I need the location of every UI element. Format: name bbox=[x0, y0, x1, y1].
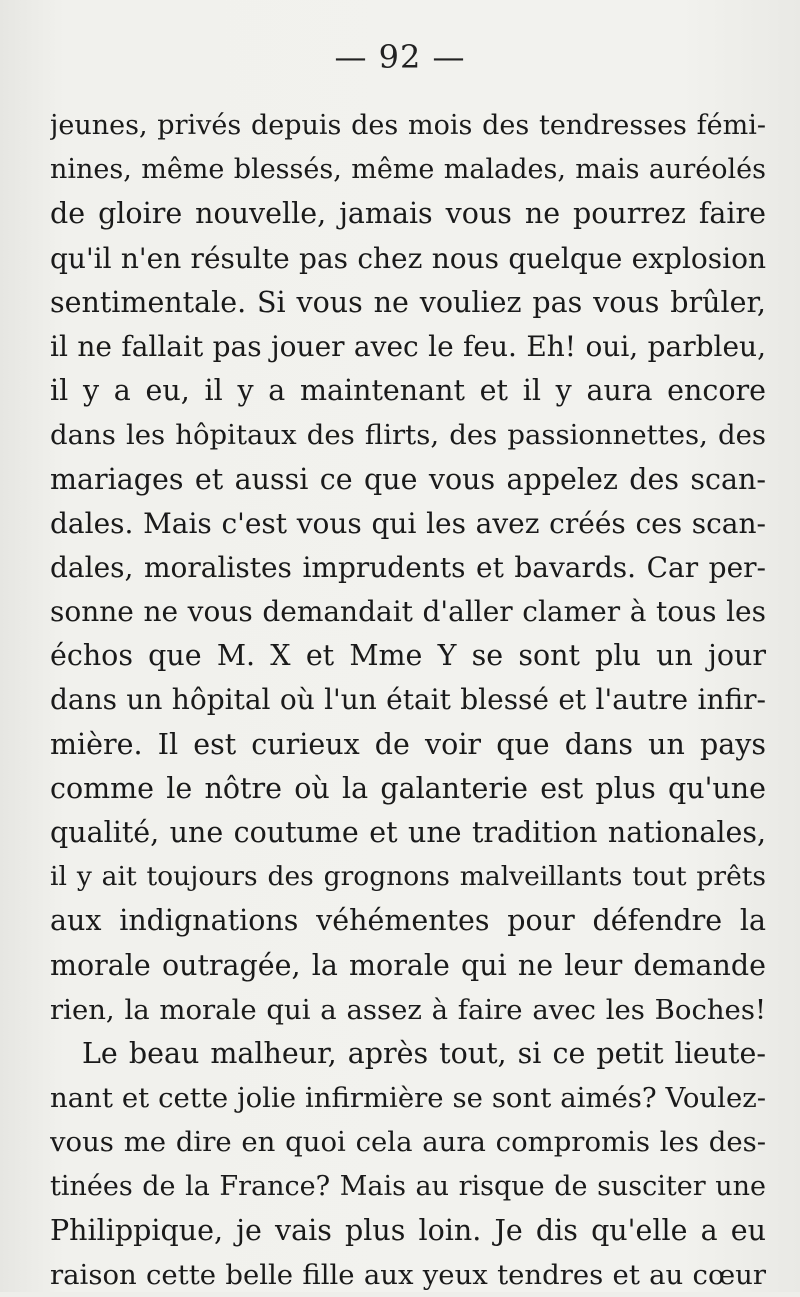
text-line: comme le nôtre où la galanterie est plus qu'une bbox=[50, 771, 766, 805]
text-line: nant et cette jolie infirmière se sont aimés? Voulez- bbox=[50, 1082, 766, 1115]
text-line: il ne fallait pas jouer avec le feu. Eh! oui, parbleu, bbox=[50, 329, 766, 363]
text-line: qu'il n'en résulte pas chez nous quelque explosion bbox=[50, 241, 766, 275]
text-line: mière. Il est curieux de voir que dans un pays bbox=[50, 727, 766, 761]
text-line: sentimentale. Si vous ne vouliez pas vous brûler, bbox=[50, 285, 766, 319]
text-line: de gloire nouvelle, jamais vous ne pourrez faire bbox=[50, 197, 766, 231]
text-line: raison cette belle fille aux yeux tendres et au cœur bbox=[50, 1258, 766, 1291]
text-line: il y a eu, il y a maintenant et il y aura encore bbox=[50, 374, 766, 408]
text-line: il y ait toujours des grognons malveillants tout prêts bbox=[50, 861, 766, 893]
text-line: qualité, une coutume et une tradition nationales, bbox=[50, 816, 766, 849]
text-line: dales. Mais c'est vous qui les avez créés ces scan- bbox=[50, 506, 766, 540]
text-line-paragraph-end: rien, la morale qui a assez à faire avec les Boches! bbox=[50, 993, 766, 1026]
text-line: tinées de la France? Mais au risque de susciter une bbox=[50, 1170, 766, 1202]
text-line: nines, même blessés, même malades, mais auréolés bbox=[50, 154, 766, 186]
text-line: dales, moralistes imprudents et bavards. Car per- bbox=[50, 550, 766, 584]
text-line: jeunes, privés depuis des mois des tendresses fémi- bbox=[50, 110, 766, 141]
text-line: vous me dire en quoi cela aura compromis les des- bbox=[50, 1126, 766, 1159]
text-line: dans les hôpitaux des flirts, des passionnettes, des bbox=[50, 419, 766, 452]
body-text bbox=[50, 104, 766, 1297]
text-line: aux indignations véhémentes pour défendre la bbox=[50, 904, 766, 938]
text-line-paragraph-start: Le beau malheur, après tout, si ce petit lieute- bbox=[82, 1036, 766, 1070]
text-line: dans un hôpital où l'un était blessé et l'autre infir- bbox=[50, 683, 766, 717]
text-line: mariages et aussi ce que vous appelez des scan- bbox=[50, 462, 766, 496]
text-line: sonne ne vous demandait d'aller clamer à tous les bbox=[50, 595, 766, 629]
text-line: morale outragée, la morale qui ne leur demande bbox=[50, 948, 766, 982]
text-line: échos que M. X et Mme Y se sont plu un jour bbox=[50, 639, 766, 673]
text-line: Philippique, je vais plus loin. Je dis qu'elle a eu bbox=[50, 1213, 766, 1247]
page-number: — 92 — bbox=[334, 38, 466, 76]
